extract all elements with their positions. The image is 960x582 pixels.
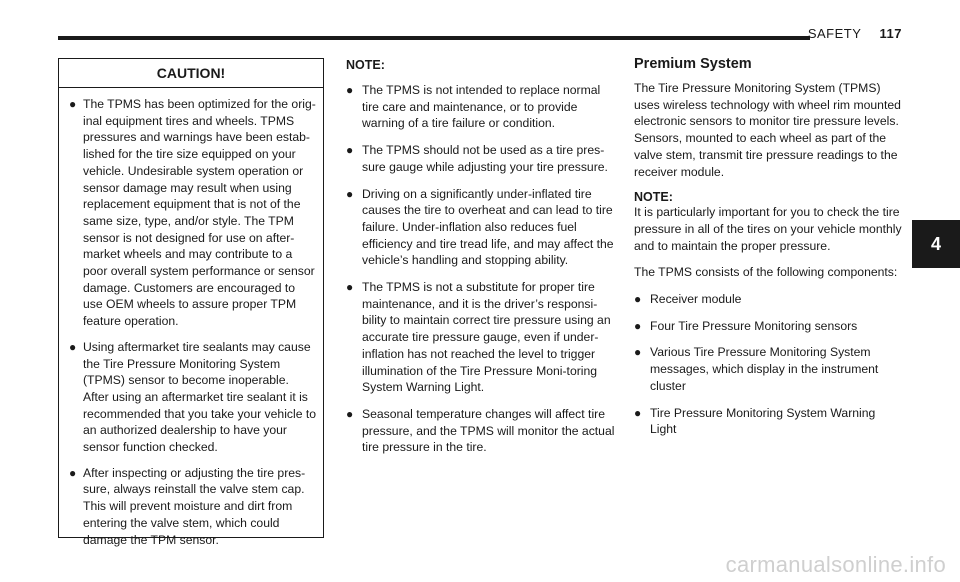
list-item [634,291,902,308]
note-paragraph: It is particularly important for you to check the tire pressure in all of the tires on your vehicle monthly and to maintain the proper pressure. [634,205,902,253]
bullet-icon: ● [634,405,642,420]
caution-list [59,88,323,548]
note-item-text: The TPMS should not be used as a tire pres-sure gauge while adjusting your tire pressure. [362,143,608,174]
list-item [69,96,317,330]
list-item [346,186,616,270]
note-label: NOTE: [634,190,673,205]
note-column [346,58,616,466]
component-text: Receiver module [650,292,742,307]
bullet-icon: ● [69,339,77,354]
bullet-icon: ● [69,465,77,480]
bullet-icon: ● [346,280,354,295]
caution-title: CAUTION! [59,59,323,88]
list-item [346,279,616,396]
caution-item-text: Using aftermarket tire sealants may cause the Tire Pressure Monitoring System (TPMS) sensor to become inoperable. After using an aftermarket tire sealant it is recommended that you take your vehicle to an authorized dealership to have your sensor function checked. [83,339,317,455]
section-title: SAFETY [807,26,862,41]
bullet-icon: ● [69,97,77,111]
watermark: carmanualsonline.info [725,552,946,577]
bullet-icon: ● [346,406,354,421]
page-header [808,26,902,41]
bullet-icon: ● [346,143,354,158]
components-list [634,291,902,438]
list-item [346,82,616,132]
caution-item-text: The TPMS has been optimized for the orig-inal equipment tires and wheels. TPMS pressures and warnings have been estab-lished for the tire size equipped on your vehicle. Undesirable system operation or sensor damage may result when using replacement equipment that is not of the same size, type, and/or style. The TPM sensor is not designed for use on after-market wheels and may contribute to a poor overall system performance or sensor damage. Customers are encouraged to use OEM wheels to assure proper TPM feature operation. [83,97,316,329]
list-item [634,318,902,335]
note-item-text: Seasonal temperature changes will affect tire pressure, and the TPMS will monitor the actual tire pressure in the tire. [362,406,615,455]
bullet-icon: ● [634,345,642,360]
chapter-tab: 4 [912,220,960,268]
page-number: 117 [879,26,902,41]
list-item [69,339,317,456]
bullet-icon: ● [634,292,642,307]
list-item [634,405,902,438]
list-item [634,344,902,394]
components-intro: The TPMS consists of the following components: [634,265,898,280]
premium-system-column [634,56,902,448]
caution-box [58,58,324,547]
caution-item-text: After inspecting or adjusting the tire pres-sure, always reinstall the valve stem cap. This will prevent moisture and dirt from entering the valve stem, which could damage the TPM sensor. [83,465,306,547]
bullet-icon: ● [634,318,642,333]
note-item-text: Driving on a significantly under-inflated tire causes the tire to overheat and can lead to tire failure. Under-inflation also reduces fuel efficiency and tire tread life, and may affect the vehicle’s handling and stopping ability. [362,186,614,268]
list-item [346,406,616,456]
section-heading: Premium System [634,56,752,72]
bullet-icon: ● [346,83,354,97]
note-item-text: The TPMS is not intended to replace normal tire care and maintenance, or to provide warning of a tire failure or condition. [362,83,601,131]
note-list [346,82,616,456]
list-item [69,465,317,549]
note-item-text: The TPMS is not a substitute for proper tire maintenance, and it is the driver’s responsi-bility to maintain correct tire pressure using an accurate tire pressure gauge, even if under-inflation has not reached the level to trigger illumination of the Tire Pressure Moni-toring System Warning Light. [362,280,611,395]
component-text: Various Tire Pressure Monitoring System messages, which display in the instrument cluster [650,345,879,393]
component-text: Tire Pressure Monitoring System Warning Light [650,405,876,437]
note-label: NOTE: [346,58,385,72]
intro-paragraph: The Tire Pressure Monitoring System (TPMS) uses wireless technology with wheel rim mounted electronic sensors to monitor tire pressure levels. Sensors, mounted to each wheel as part of the valve stem, transmit tire pressure readings to the receiver module. [634,81,901,179]
bullet-icon: ● [346,186,354,201]
component-text: Four Tire Pressure Monitoring sensors [650,318,858,333]
header-rule [58,36,810,40]
list-item [346,142,616,175]
